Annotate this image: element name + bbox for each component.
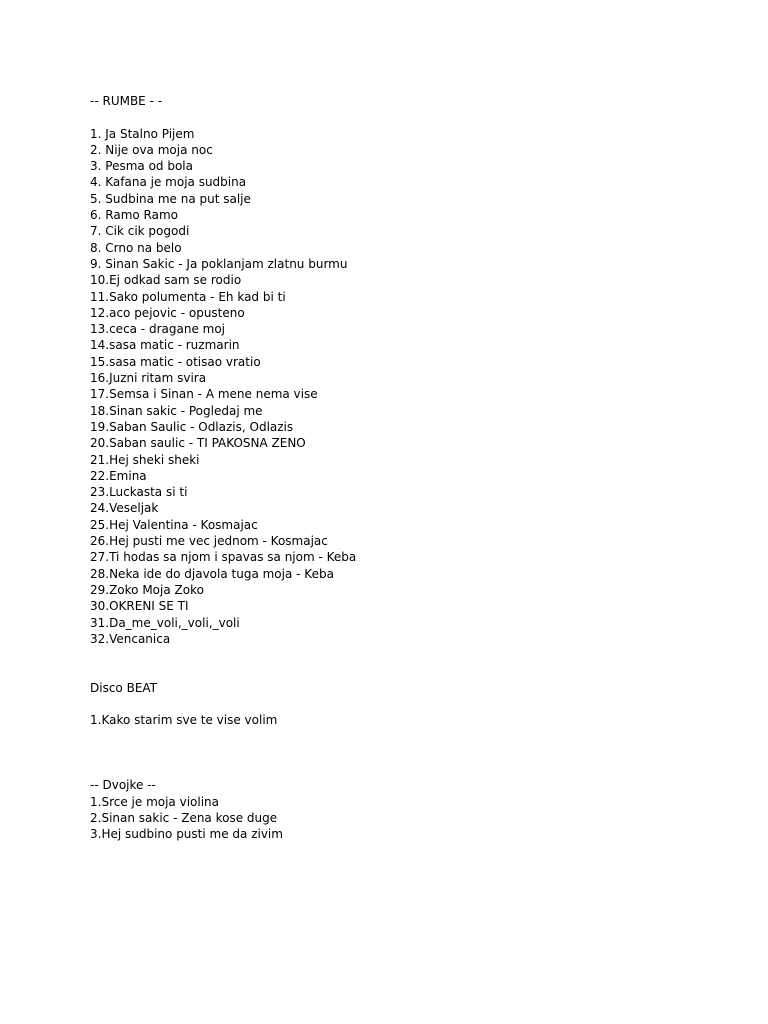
list-item: 2. Nije ova moja noc	[90, 142, 213, 157]
list-item: 8. Crno na belo	[90, 240, 182, 255]
blank-line	[90, 696, 730, 712]
list-item: 18.Sinan sakic - Pogledaj me	[90, 403, 263, 418]
list-item: 31.Da_me_voli,_voli,_voli	[90, 615, 240, 630]
list-item: 9. Sinan Sakic - Ja poklanjam zlatnu burmu	[90, 256, 348, 271]
list-item: 5. Sudbina me na put salje	[90, 191, 251, 206]
list-item: 3.Hej sudbino pusti me da zivim	[90, 827, 283, 842]
list-item: 1. Ja Stalno Pijem	[90, 126, 195, 141]
song-list	[90, 126, 730, 648]
list-item: 19.Saban Saulic - Odlazis, Odlazis	[90, 419, 294, 434]
list-item: 26.Hej pusti me vec jednom - Kosmajac	[90, 534, 328, 549]
list-item: 29.Zoko Moja Zoko	[90, 582, 204, 597]
list-item: 30.OKRENI SE TI	[90, 599, 189, 614]
list-item: 3. Pesma od bola	[90, 159, 193, 174]
list-item: 32.Vencanica	[90, 631, 171, 646]
document-page	[90, 93, 730, 843]
section-dvojke	[90, 777, 730, 842]
list-item: 11.Sako polumenta - Eh kad bi ti	[90, 289, 286, 304]
blank-lines	[90, 729, 730, 778]
list-item: 12.aco pejovic - opusteno	[90, 305, 245, 320]
list-item: 25.Hej Valentina - Kosmajac	[90, 517, 258, 532]
list-item: 6. Ramo Ramo	[90, 208, 178, 223]
list-item: 16.Juzni ritam svira	[90, 371, 207, 386]
section-heading: -- RUMBE - -	[90, 94, 163, 108]
section-heading: -- Dvojke --	[90, 778, 156, 793]
list-item: 13.ceca - dragane moj	[90, 322, 226, 337]
song-list	[90, 712, 730, 728]
list-item: 17.Semsa i Sinan - A mene nema vise	[90, 387, 318, 402]
list-item: 22.Emina	[90, 468, 147, 483]
list-item: 21.Hej sheki sheki	[90, 452, 200, 467]
blank-lines	[90, 647, 730, 680]
section-heading: Disco BEAT	[90, 680, 158, 695]
section-disco-beat	[90, 680, 730, 729]
list-item: 1.Kako starim sve te vise volim	[90, 713, 278, 728]
list-item: 28.Neka ide do djavola tuga moja - Keba	[90, 566, 334, 581]
list-item: 24.Veseljak	[90, 501, 159, 516]
list-item: 27.Ti hodas sa njom i spavas sa njom - Keba	[90, 550, 357, 565]
list-item: 10.Ej odkad sam se rodio	[90, 273, 242, 288]
list-item: 2.Sinan sakic - Zena kose duge	[90, 811, 278, 826]
list-item: 20.Saban saulic - TI PAKOSNA ZENO	[90, 436, 306, 451]
list-item: 14.sasa matic - ruzmarin	[90, 338, 240, 353]
list-item: 4. Kafana je moja sudbina	[90, 175, 247, 190]
list-item: 7. Cik cik pogodi	[90, 224, 190, 239]
blank-line	[90, 109, 730, 125]
list-item: 15.sasa matic - otisao vratio	[90, 354, 261, 369]
list-item: 1.Srce je moja violina	[90, 794, 219, 809]
list-item: 23.Luckasta si ti	[90, 485, 188, 500]
song-list	[90, 794, 730, 843]
section-rumbe	[90, 93, 730, 647]
